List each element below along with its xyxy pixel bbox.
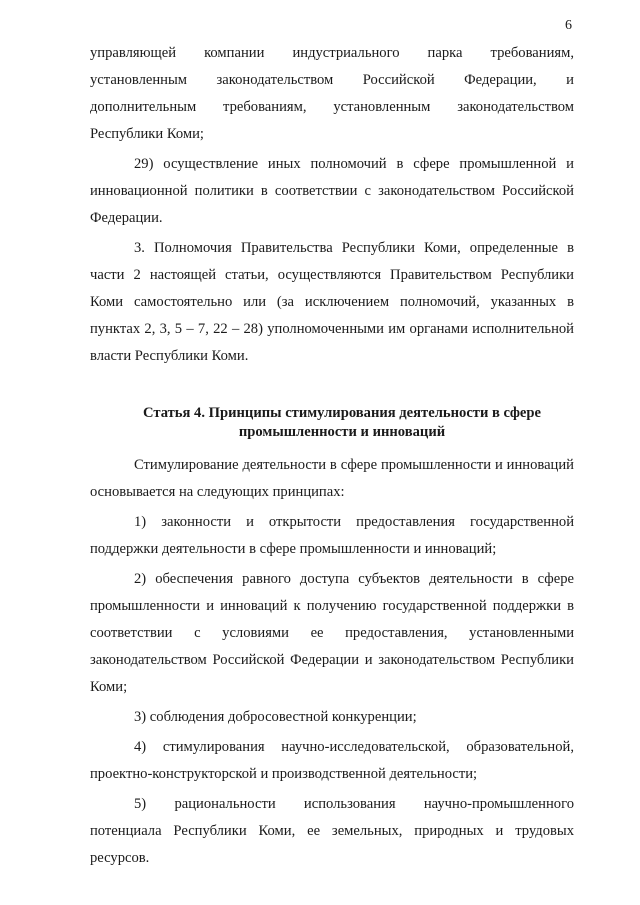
article-title-line-1: Статья 4. Принципы стимулирования деятельности в сфере: [143, 405, 541, 421]
page-number: 6: [565, 18, 572, 33]
paragraph-item-29: 29) осуществление иных полномочий в сфере промышленной и инновационной политики в соответствии с законодательством Российской Федерации.: [90, 156, 574, 226]
paragraph-continuation: управляющей компании индустриального парка требованиям, установленным законодательством Российской Федерации, и дополнительным требованиям, установленным законодательством Республики Коми;: [90, 45, 574, 142]
article-title-line-2: промышленности и инноваций: [238, 424, 446, 440]
article-4-heading: [90, 404, 574, 442]
paragraph-part-3: 3. Полномочия Правительства Республики Коми, определенные в части 2 настоящей статьи, осуществляются Правительством Республики Коми самостоятельно или (за исключением полномочий, указанных в пунктах 2, 3, 5 – 7, 22 – 28) уполномоченными им органами исполнительной власти Республики Коми.: [90, 240, 574, 364]
document-body: [90, 40, 574, 875]
principle-5: 5) рациональности использования научно-промышленного потенциала Республики Коми, ее земельных, природных и трудовых ресурсов.: [90, 796, 574, 866]
principle-3: 3) соблюдения добросовестной конкуренции;: [134, 709, 417, 725]
principle-2: 2) обеспечения равного доступа субъектов деятельности в сфере промышленности и инноваций к получению государственной поддержки в соответствии с условиями ее предоставления, установленными законодательством Российской Федерации и законодательством Республики Коми;: [90, 571, 574, 695]
principle-1: 1) законности и открытости предоставления государственной поддержки деятельности в сфере промышленности и инноваций;: [90, 514, 574, 557]
principle-4: 4) стимулирования научно-исследовательской, образовательной, проектно-конструкторской и производственной деятельности;: [90, 739, 574, 782]
paragraph-intro: Стимулирование деятельности в сфере промышленности и инноваций основывается на следующих принципах:: [90, 457, 574, 500]
